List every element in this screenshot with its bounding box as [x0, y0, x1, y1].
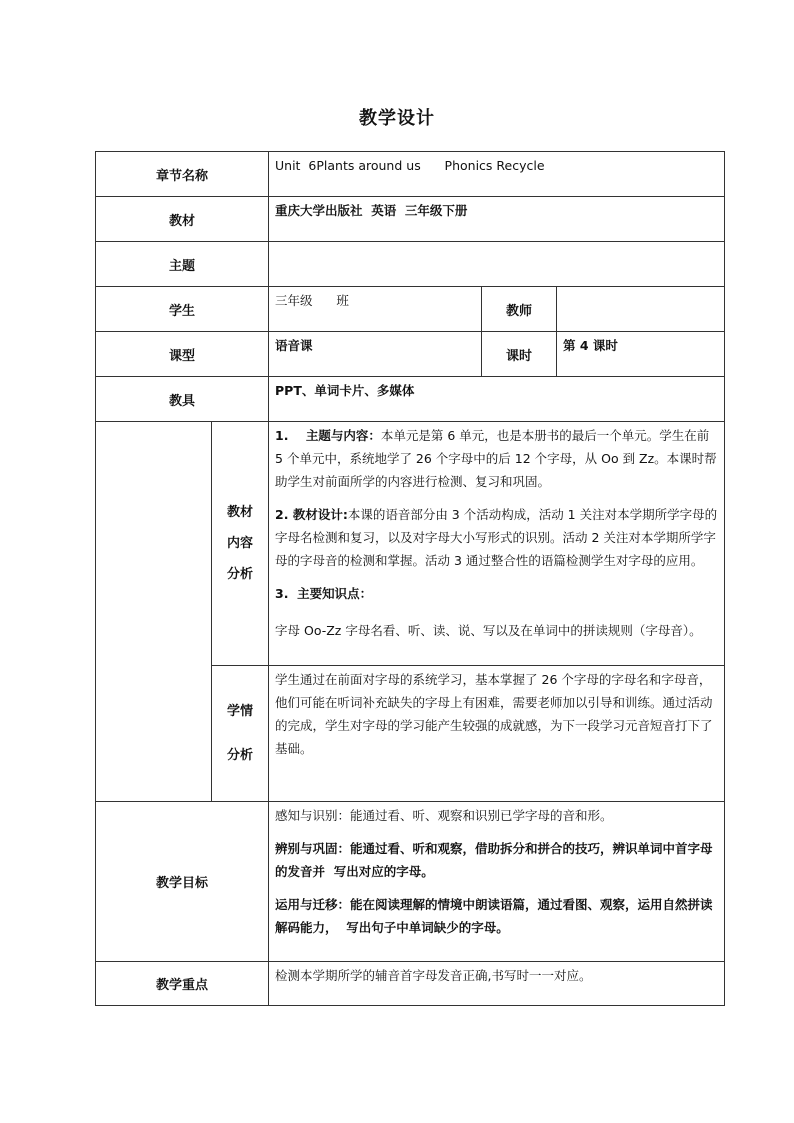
- p3-heading: 3. 主要知识点：: [275, 586, 373, 601]
- row-lesson-type: [96, 332, 725, 377]
- objectives-body: [269, 802, 725, 962]
- tools-value: PPT、单词卡片、多媒体: [269, 377, 725, 422]
- theme-value: [269, 242, 725, 287]
- row-textbook: [96, 197, 725, 242]
- content-analysis-label: [212, 422, 269, 666]
- lesson-type-label: 课型: [96, 332, 269, 377]
- row-chapter: [96, 152, 725, 197]
- student-value: 三年级 班: [269, 287, 482, 332]
- student-analysis-label-line: 学情: [227, 703, 254, 719]
- chapter-value: Unit 6Plants around us Phonics Recycle: [269, 152, 725, 197]
- p2-heading: 2. 教材设计:: [275, 507, 348, 522]
- lesson-plan-table: [95, 151, 725, 1006]
- teacher-label: 教师: [482, 287, 557, 332]
- theme-label: 主题: [96, 242, 269, 287]
- student-analysis-label: [212, 666, 269, 802]
- p2-text: 本课的语音部分由 3 个活动构成，活动 1 关注对本学期所学字母的字母名检测和复习，以及对字母大小写形式的识别。活动 2 关注对本学期所学字母的字母音的检测和掌握。活动 3 通过整合性的语篇检测学生对字母的应用。: [275, 507, 718, 568]
- period-label: 课时: [482, 332, 557, 377]
- p1-heading: 1. 主题与内容：: [275, 428, 381, 443]
- teacher-value: [557, 287, 725, 332]
- content-paragraph-1: [275, 424, 718, 493]
- row-content-analysis: [96, 422, 725, 666]
- tools-label: 教具: [96, 377, 269, 422]
- row-tools: [96, 377, 725, 422]
- row-key-points: [96, 962, 725, 1006]
- period-value: 第 4 课时: [557, 332, 725, 377]
- p1-text: 本单元是第 6 单元，也是本册书的最后一个单元。学生在前 5 个单元中，系统地学了 26 个字母中的后 12 个字母，从 Oo 到 Zz。本课时帮助学生对前面所学的内容进行检测、复习和巩固。: [275, 428, 717, 489]
- objectives-label: 教学目标: [96, 802, 269, 962]
- key-points-value: 检测本学期所学的辅音首字母发音正确,书写时一一对应。: [269, 962, 725, 1006]
- lesson-type-value: 语音课: [269, 332, 482, 377]
- objective-item: 辨别与巩固：能通过看、听和观察，借助拆分和拼合的技巧，辨识单词中首字母的发音并 写出对应的字母。: [275, 841, 713, 879]
- row-objectives: [96, 802, 725, 962]
- row-student: [96, 287, 725, 332]
- page-title: 教学设计: [359, 108, 435, 129]
- chapter-label: 章节名称: [96, 152, 269, 197]
- key-points-label: 教学重点: [96, 962, 269, 1006]
- content-paragraph-2: [275, 503, 718, 572]
- textbook-label: 教材: [96, 197, 269, 242]
- objective-item: 运用与迁移：能在阅读理解的情境中朗读语篇，通过看图、观察，运用自然拼读解码能力， 写出句子中单词缺少的字母。: [275, 897, 713, 935]
- analysis-blank-cell: [96, 422, 212, 802]
- textbook-value: 重庆大学出版社 英语 三年级下册: [269, 197, 725, 242]
- p3-text: 字母 Oo-Zz 字母名看、听、读、说、写以及在单词中的拼读规则（字母音）。: [275, 623, 702, 638]
- content-analysis-body: [269, 422, 725, 666]
- objective-item: 感知与识别：能通过看、听、观察和识别已学字母的音和形。: [275, 808, 613, 823]
- row-theme: [96, 242, 725, 287]
- content-analysis-label-line: 内容: [227, 536, 254, 551]
- student-analysis-body: 学生通过在前面对字母的系统学习，基本掌握了 26 个字母的字母名和字母音，他们可能在听词补充缺失的字母上有困难，需要老师加以引导和训练。通过活动的完成，学生对字母的学习能产生较强的成就感，为下一段学习元音短音打下了基础。: [269, 666, 725, 802]
- student-analysis-label-line: 分析: [227, 747, 254, 763]
- content-analysis-label-line: 分析: [227, 567, 254, 582]
- content-analysis-label-line: 教材: [227, 505, 254, 520]
- student-label: 学生: [96, 287, 269, 332]
